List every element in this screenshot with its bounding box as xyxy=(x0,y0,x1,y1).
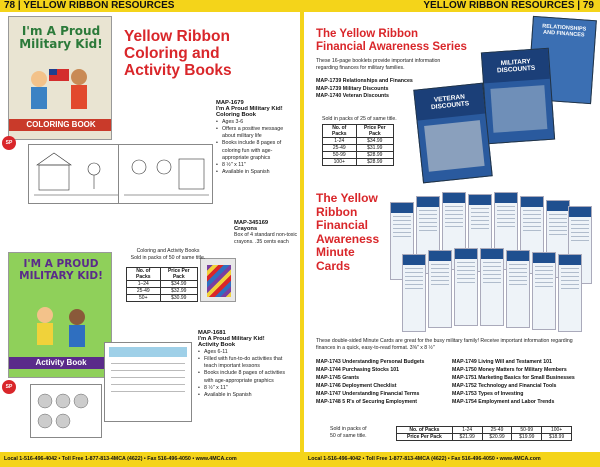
minute-card xyxy=(558,254,582,332)
coloring-book-features xyxy=(216,119,296,176)
booklet-price-table: No. of Packs Price Per Pack 1-24 $34.99 25-49 $31.99 50-99 $28.99 100+ $28.99 xyxy=(322,124,394,166)
list-item: MAP-1748 5 R's of Securing Employment xyxy=(316,399,417,406)
booklet-cover-relationships: RELATIONSHIPS AND FINANCES xyxy=(527,16,597,104)
coloring-price-table: No. of Packs Price Per Pack 1–24 $34.99 25-49 $32.99 50+ $30.99 xyxy=(126,267,198,302)
coins-illustration xyxy=(31,385,103,439)
list-item: MAP-1751 Marketing Basics for Small Businesses xyxy=(452,375,575,382)
minute-cards-sold-note: Sold in packs of 50 of same title. xyxy=(330,426,367,439)
activity-book-features xyxy=(198,349,294,399)
activity-book-sku: MAP-1681 xyxy=(198,330,226,336)
line-art xyxy=(119,145,214,205)
table-row: 25-49 $31.99 xyxy=(323,145,394,152)
list-item: • Available in Spanish xyxy=(216,169,296,176)
list-item: • Books include 8 pages of activities with age-appropriate graphics xyxy=(198,370,294,384)
spanish-badge: SP xyxy=(2,380,16,394)
list-item: • Available in Spanish xyxy=(198,392,294,399)
line-art xyxy=(29,145,124,205)
list-item: MAP-1753 Types of Investing xyxy=(452,391,524,398)
spanish-badge: SP xyxy=(2,136,16,150)
booklet-photo xyxy=(424,120,485,172)
crayon-box-pattern xyxy=(207,265,231,297)
coloring-sample-page-1 xyxy=(28,144,123,204)
right-page-header: YELLOW RIBBON RESOURCES | 79 xyxy=(423,0,594,11)
coloring-book-details: MAP-1679 I'm A Proud Military Kid! Coloring Book • Ages 3-6 • Offers a positive message about military life • Books include 8 pages of coloring fun with age-appropriate graphics • 8 ½" x 11" • Available in Spanish xyxy=(216,100,296,176)
table-row: 1-24 $34.99 xyxy=(323,138,394,145)
coloring-cover-label: COLORING BOOK xyxy=(9,119,112,131)
list-item: • Offers a positive message about military life xyxy=(216,126,296,140)
financial-series-title: The Yellow Ribbon Financial Awareness Series xyxy=(316,28,467,53)
minute-card xyxy=(506,250,530,328)
activity-book-cover xyxy=(8,252,112,378)
table-row: 50-99 $28.99 xyxy=(323,152,394,159)
activity-cover-label: Activity Book xyxy=(9,357,112,369)
activity-sample-page-1 xyxy=(30,384,102,438)
table-row: 100+ $28.99 xyxy=(323,159,394,166)
left-page-footer: Local 1-516-496-4042 • Toll Free 1-877-813-4MCA (4622) • Fax 516-496-4050 • www.4MCA.com xyxy=(4,456,237,462)
minute-card xyxy=(402,254,426,332)
crayons-details: MAP-345169 Crayons Box of 4 standard non-toxic crayons. .35 cents each xyxy=(234,220,298,245)
minute-cards-price-table: No. of Packs 1-24 25-49 50-99 100+ Price Per Pack $21.99 $20.99 $19.99 $18.99 xyxy=(396,426,572,441)
list-item: MAP-1740 Veteran Discounts xyxy=(316,93,390,100)
right-page-footer: Local 1-516-496-4042 • Toll Free 1-877-813-4MCA (4622) • Fax 516-496-4050 • www.4MCA.com xyxy=(308,456,541,462)
table-row: Price Per Pack $21.99 $20.99 $19.99 $18.99 xyxy=(397,434,572,441)
crayon-box-image xyxy=(200,258,236,302)
list-item: MAP-1750 Money Matters for Military Members xyxy=(452,367,567,374)
list-item: MAP-1744 Purchasing Stocks 101 xyxy=(316,367,400,374)
left-page-header: 78 | YELLOW RIBBON RESOURCES xyxy=(4,0,175,11)
right-section-name: YELLOW RIBBON RESOURCES xyxy=(423,0,575,11)
minute-cards-description: These double-sided Minute Cards are great for the busy military family! Receive important information regarding finances in a quick, easy-to-read format. 3⅝" x 8 ½" xyxy=(316,338,573,351)
coloring-cover-title: I'm A Proud Military Kid! xyxy=(19,24,103,52)
minute-card xyxy=(480,248,504,326)
right-page xyxy=(304,12,600,452)
table-row: 1–24 $34.99 xyxy=(127,281,198,288)
list-item: MAP-1739 Military Discounts xyxy=(316,85,389,92)
list-item: MAP-1747 Understanding Financial Terms xyxy=(316,391,420,398)
left-section-name: YELLOW RIBBON RESOURCES xyxy=(23,0,175,11)
minute-cards-list-col2 xyxy=(452,358,598,406)
list-item: MAP-1752 Technology and Financial Tools xyxy=(452,383,557,390)
list-item: • Ages 3-6 xyxy=(216,119,296,126)
list-item: • Ages 6-11 xyxy=(198,349,294,356)
booklet-cover-veteran: VETERAN DISCOUNTS xyxy=(413,83,492,184)
coloring-sold-note: Coloring and Activity Books Sold in packs of 50 of same title. xyxy=(130,248,206,261)
booklet-sold-note: Sold in packs of 25 of same title. xyxy=(322,116,397,122)
table-row: 50+ $30.99 xyxy=(127,295,198,302)
coloring-book-cover xyxy=(8,16,112,140)
left-page xyxy=(0,12,300,452)
list-item: • Books include 8 pages of coloring fun with age-appropriate graphics xyxy=(216,140,296,161)
list-item: MAP-1754 Employment and Labor Trends xyxy=(452,399,555,406)
minute-card xyxy=(428,250,452,328)
coloring-book-sku: MAP-1679 xyxy=(216,100,244,106)
minute-cards-list-col1 xyxy=(316,358,452,406)
table-row: 25-49 $32.99 xyxy=(127,288,198,295)
minute-cards-title: The Yellow Ribbon Financial Awareness Minute Cards xyxy=(316,191,380,273)
coloring-sample-page-2 xyxy=(118,144,213,204)
left-page-title: Yellow Ribbon Coloring and Activity Books xyxy=(124,28,232,79)
list-item: MAP-1749 Living Will and Testament 101 xyxy=(452,359,552,365)
word-scramble-header xyxy=(109,347,187,357)
booklet-photo xyxy=(490,85,547,133)
list-item: • 8 ½" x 11" xyxy=(216,162,296,169)
crayons-sku: MAP-345169 xyxy=(234,220,269,226)
activity-cover-title: I'M A PROUD MILITARY KID! xyxy=(19,258,103,282)
right-page-number: 79 xyxy=(582,0,594,11)
financial-series-intro: These 16-page booklets provide important information regarding finances for military families. xyxy=(316,58,441,71)
list-item: • 8 ½" x 11" xyxy=(198,385,294,392)
minute-card xyxy=(532,252,556,330)
minute-cards-fan xyxy=(388,192,594,332)
left-page-number: 78 xyxy=(4,0,16,11)
minute-card xyxy=(454,248,478,326)
activity-book-details: MAP-1681 I'm A Proud Military Kid! Activity Book • Ages 6-11 • Filled with fun-to-do activities that teach important lessons • Books include 8 pages of activities with age-appropriate graphics • 8 ½" x 11" • Available in Spanish xyxy=(198,330,294,399)
list-item: MAP-1745 Grants xyxy=(316,375,359,382)
list-item: MAP-1743 Understanding Personal Budgets xyxy=(316,359,425,365)
activity-sample-page-2 xyxy=(104,342,192,422)
list-item: MAP-1746 Deployment Checklist xyxy=(316,383,397,390)
booklet-cover-military: MILITARY DISCOUNTS xyxy=(481,48,555,145)
list-item: MAP-1739 Relationships and Finances xyxy=(316,78,413,84)
list-item: • Filled with fun-to-do activities that teach important lessons xyxy=(198,356,294,370)
